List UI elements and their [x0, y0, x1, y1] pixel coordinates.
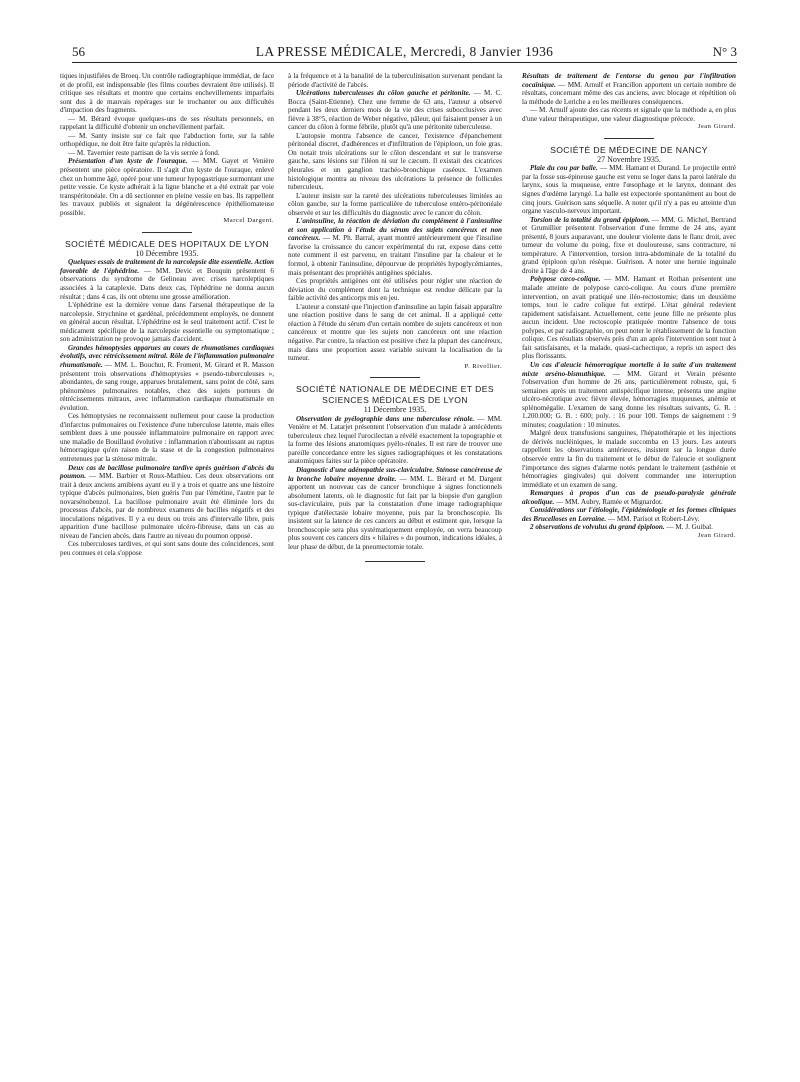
section-heading: SOCIÉTÉ MÉDICALE DES HOPITAUX DE LYON	[64, 238, 270, 249]
article-body: — MM. Barbier et Roux-Mathieu. Ces deux observations ont trait à deux anciens amibiens ayant eu il y a trois et quatre ans une histoire typique d'abcès pulmonaires, bien guéris l'un par l'émétine, l'autre par le novarsénobenzol. La bacillose pulmonaire avait été éliminée lors du processus d'abcès, par de nombreux examens de bacilles négatifs et des inoculations négatives. Il y a eu deux ou trois ans d'intervalle libre, puis apparition d'une bacillose pulmonaire ulcéro-fibreuse, dans un cas au niveau de l'ancien abcès, dans l'autre au niveau du poumon opposé.	[60, 472, 274, 540]
article	[288, 89, 502, 132]
article-title: Résultats de traitement de l'entorse du genou par l'infiltration cocaïnique.	[522, 72, 736, 89]
paragraph: L'auteur a constaté que l'injection d'aninsuline au lapin faisait apparaître une réaction positive dans le sang de cet animal. Il a appliqué cette réaction à l'étude du sérum d'un certain nombre de sujets cancéreux et non cancéreux et montre que les sujets non cancéreux ont une réaction négative. Par contre, la réaction est positive chez la plupart des cancéreux, mais dans une proportion assez variable suivant la localisation de la tumeur.	[288, 302, 502, 363]
article	[60, 344, 274, 412]
issue-number: N° 3	[712, 44, 737, 59]
article	[522, 275, 736, 360]
article-title: Torsion de la totalité du grand épiploon.	[530, 215, 650, 224]
article	[288, 217, 502, 277]
paragraph: Malgré deux transfusions sanguines, l'hépatothérapie et les injections de dérivés nucléiniques, le malade succomba en 13 jours. Les auteurs rappellent les observations antérieures, insistent sur la longue durée observée entre la fin du traitement et le début de l'aleucie et soulignent l'importance des signes d'alarme notés pendant le traitement (asthénie et hémorragies gingivales) qui doivent commander une interruption immédiate et un examen de sang.	[522, 429, 736, 489]
signature: Marcel Dargent.	[223, 217, 274, 225]
article-title: Plaie du cou par balle.	[530, 164, 598, 173]
paragraph: Ces propriétés antigènes ont été utilisées pour régler une réaction de déviation du complément dont la technique est rendue délicate par la faible activité des anticorps mis en jeu.	[288, 277, 502, 303]
paragraph: — M. Bérard évoque quelques-uns de ses résultats personnels, en rappelant la difficulté d'obtenir un enchevillement parfait.	[60, 114, 274, 132]
article	[60, 157, 274, 217]
article-body: — MM. Gayet et Venière présentent une pièce opératoire. Il s'agit d'un kyste de l'ouraque, enlevé chez un homme âgé, opéré pour une tumeur hypogastrique surmontant une petite vessie. Ce kyste adhérait à la ligne blanche et a été extrait par voie transpéritonéale. On a dû sectionner en pleine vessie en bas. Ils rappellent les travaux publiés et signalent la dégénérescence épithéliomateuse possible.	[60, 157, 274, 217]
section-heading: SOCIÉTÉ DE MÉDECINE DE NANCY	[550, 144, 708, 155]
section-date: 27 Novembre 1935.	[597, 154, 661, 164]
divider	[365, 561, 425, 562]
paragraph: — M. Santy insiste sur ce fait que l'abduction forte, sur la table orthopédique, ne doit être faite qu'après la réduction.	[60, 131, 274, 149]
section-heading: SOCIÉTÉ NATIONALE DE MÉDECINE ET DES SCIENCES MÉDICALES DE LYON	[296, 384, 494, 406]
article-title: Diagnostic d'une adénopathie sus-claviculaire. Sténose cancéreuse de la bronche lobaire moyenne droite.	[288, 465, 502, 483]
article-body: — M. Ph. Barral, ayant montré antérieurement que l'insuline favorise la croissance du cancer expérimental du rat, expose dans cette note comment il est parvenu, en traitant l'insuline par la chaleur et le formol, à obtenir l'aninsuline, dépourvue de propriétés hypoglycémiantes, mais présentant des propriétés antigènes spéciales.	[288, 234, 502, 277]
article-body: — MM. Devic et Bouquin présentent 6 observations du syndrome de Gelineau avec crises narcoleptiques associées à la cataplexie. Dans deux cas, l'éphédrine ne donna aucun résultat ; dans 4 cas, ils ont obtenu une grosse amélioration.	[60, 266, 274, 301]
article	[522, 489, 736, 506]
article-body: — MM. L. Bouchut, R. Froment, M. Girard et R. Masson présentent trois observations d'hémoptysies « pseudo-tuberculeuses », abondantes, de sang rouge, apparues brutalement, sans point de côté, sans phénomènes pulmonaires notables, chez des sujets porteurs de rétrécissements mitraux, avec inflammation cardiaque rhumatismale en évolution.	[60, 360, 274, 412]
article-body: — MM. Hamant et Durand. Le projectile entré par la fosse sus-épineuse gauche est venu se loger dans la paroi latérale du larynx, sous la muqueuse, entre l'œsophage et le larynx, donnant des signes d'œdème laryngé. La balle est expectorée spontanément au bout de cinq jours. Guérison sans séquelle. A noter qu'il n'y a pas eu atteinte d'un organe vasculo-nerveux important.	[522, 164, 736, 216]
paragraph: Ces tuberculoses tardives, et qui sont sans doute des coïncidences, sont peu connues et cela s'oppose	[60, 540, 274, 557]
article-title: Ulcérations tuberculeuses du côlon gauche et péritonite.	[296, 89, 471, 98]
article-title: Remarques à propos d'un cas de pseudo-paralysie générale alcoolique.	[522, 489, 736, 506]
article-title: Un cas d'aleucie hémorragique mortelle à la suite d'un traitement mixte arséno-bismuthique.	[522, 360, 736, 378]
paragraph: à la fréquence et à la banalité de la tuberculinisation survenant pendant la période d'activité de l'abcès.	[288, 72, 502, 89]
paragraph: L'autopsie montra l'absence de cancer, l'existence d'épanchement péritonéal discret, d'adhérences et d'infiltration de l'épiploon, un foie gras. On notait trois ulcérations sur le côlon descendant et sur le transverse gauche, sans lésions sur l'iléon ni sur le cæcum. Il existait des cicatrices pleurales et un ganglion trachéo-bronchique caséeux. L'examen histologique montra au niveau des ulcérations la présence de follicules tuberculeux.	[288, 131, 502, 192]
article-body: — M. C. Bocca (Saint-Etienne). Chez une femme de 63 ans, l'auteur a observé pendant les deux derniers mois de la vie des crises subocclusives avec fièvre à 38°5, réaction de Weber négative, pâleur, qui faisaient penser à un cancer du côlon à forme fébrile, plutôt qu'à une péritonite tuberculeuse.	[288, 89, 502, 132]
article	[60, 258, 274, 301]
article-body: — MM. L. Bérard et M. Dargent apportent un nouveau cas de cancer bronchique à signes fonctionnels absolument latents, où le diagnostic fut fait par la biopsie d'un ganglion sus-claviculaire, puis par la constatation d'une image radiographique typique d'atélectasie lobaire moyenne, puis par la bronchoscopie. Ils insistent sur la latence de ces cancers au début et estiment que, lorsque la bronchoscopie sera plus systématiquement employée, on verra beaucoup plus souvent ces cancers dits « hilaires » du poumon, indications idéales, à leur phase de début, de la pneumectomie totale.	[288, 474, 502, 551]
article-title: Grandes hémoptysies apparues au cours de rhumatismes cardiaques évolutifs, avec rétrécissement mitral. Rôle de l'inflammation pulmonaire rhumatismale.	[60, 343, 274, 369]
column-3	[522, 72, 736, 540]
article	[522, 164, 736, 215]
divider	[370, 377, 420, 378]
article-title: Considérations sur l'étiologie, l'épidémiologie et les formes cliniques des Brucelloses en Lorraine.	[522, 506, 736, 523]
signature: Jean Girard.	[697, 531, 736, 539]
divider	[604, 138, 654, 139]
column-1	[60, 72, 274, 558]
article-body: — MM. G. Michel, Bertrand et Grumillier présentent l'observation d'une femme de 24 ans, ayant présenté, 8 jours auparavant, une douleur violente dans le flanc droit, avec tumeur du volume du poing, fixe et douloureuse, sans contracture, ni température. A l'intervention, torsion intra-abdominale de la totalité du grand épiploon qu'on résèque. Guérison. A noter une hernie inguinale droite à l'âge de 4 ans.	[522, 215, 736, 275]
article-title: Polypose cæco-colique.	[530, 275, 601, 284]
article	[522, 361, 736, 429]
paragraph: L'auteur insiste sur la rareté des ulcérations tuberculeuses limitées au côlon gauche, sur la forme particulière de tuberculose entéro-péritonéale observée et sur les difficultés du diagnostic avec le cancer du côlon.	[288, 191, 502, 217]
article	[60, 464, 274, 541]
section-date: 10 Décembre 1935.	[135, 248, 199, 258]
article-title: Présentation d'un kyste de l'ouraque.	[68, 157, 188, 166]
article-title: L'aninsuline, la réaction de déviation du complément à l'aninsuline et son application à l'étude du sérum des sujets cancéreux et non cancéreux.	[288, 217, 502, 243]
article	[522, 523, 736, 532]
section-date: 11 Décembre 1935.	[363, 405, 427, 415]
article	[522, 72, 736, 106]
article-title: Deux cas de bacillose pulmonaire tardive après guérison d'abcès du poumon.	[60, 463, 274, 481]
article	[288, 466, 502, 551]
paragraph: L'éphédrine est la dernière venue dans l'arsenal thérapeutique de la narcolepsie. Strychnine et gardénal, précédemment employés, ne donnent en général aucun résultat. L'éphédrine est le seul traitement actif. C'est le médicament spécifique de la narcolepsie essentielle ou symptomatique ; son administration ne provoque jamais d'accident.	[60, 301, 274, 344]
signature: Jean Girard.	[697, 123, 736, 131]
article-body: — M. J. Guibal.	[664, 523, 713, 532]
journal-title: LA PRESSE MÉDICALE, Mercredi, 8 Janvier 1936	[255, 44, 554, 59]
signature: P. Rivollier.	[464, 362, 502, 370]
article-title: Quelques essais de traitement de la narcolepsie dite essentielle. Action favorable de l'éphédrine.	[60, 258, 274, 275]
article	[522, 506, 736, 523]
article-title: 2 observations de volvulus du grand épiploon.	[530, 523, 665, 532]
column-2	[288, 72, 502, 568]
article-body: — MM. Venière et M. Latarjet présentent l'observation d'un malade à antécédents tuberculeux chez lequel l'urocilectan a révélé exactement la topographie et la forme des lésions anatomiques pyélo-rénales. Il est rare de trouver une pareille concordance entre les signes radiographiques et les constatations anatomiques faites sur la pièce opératoire.	[288, 414, 502, 466]
article-title: Observation de pyélographie dans une tuberculose rénale.	[296, 414, 475, 423]
article-body: — MM. Parisot et Robert-Lévy.	[606, 514, 700, 523]
article-body: — MM. Girard et Verain présente l'observation d'un homme de 26 ans, particulièrement robuste, qui, 6 semaines après un traitement antispécifique intense, présenta une angine ulcéro-nécrotique avec fièvre élevée, hémorragies muqueuses, anémie et splénomégalie. L'examen de sang donne les résultats suivants, G. R. : 1.200.000; G. B. : 600; poly. : 16 pour 100. Temps de saignement : 9 minutes; coagulation : 10 minutes.	[522, 369, 737, 429]
article	[288, 415, 502, 466]
page-header	[72, 44, 737, 63]
page-number: 56	[72, 44, 85, 59]
article-body: — MM. Hamant et Rothan présentent une malade atteinte de polypose cæco-colique. Au cours d'une première intervention, on avait pratiqué une iléo-rectostomie; dans un deuxième temps, tout le cadre colique fut extirpé. L'état général redevient rapidement satisfaisant. Actuellement, cette jeune fille ne présente plus aucun incident. Une rectoscopie pratiquée montre l'absence de tous polypes, et par radiographie, on peut noter le rétablissement de la fonction colique. Ces résultats observés près d'un an après l'intervention sont tout à fait satisfaisants, et la malade, quasi-cachectique, a repris un aspect des plus florissants.	[522, 275, 736, 361]
paragraph: tiques injustifiées de Broeq. Un contrôle radiographique immédiat, de face et de profil, est indispensable (les films courbes devraient être utilisés). Il critique ses résultats et montre que certains enchevillements imparfaits sont dus à de mauvais repérages sur le trochanter ou aux difficultés d'impaction des fragments.	[60, 72, 274, 115]
paragraph: — M. Arnulf ajoute des cas récents et signale que la méthode a, en plus d'une valeur thérapeutique, une valeur diagnostique précoce.	[522, 106, 736, 123]
divider	[142, 232, 192, 233]
paragraph: Ces hémoptysies ne reconnaissent nullement pour cause la production d'infarctus pulmonaires ou l'existence d'une tuberculose latente, mais elles semblent dues à une poussée inflammatoire pulmonaire en rapport avec une maladie de Bouillaud évolutive : inflammation n'aboutissant au raptus hémorragique qu'en raison de la stase et de la congestion pulmonaires entretenues par la sténose mitrale.	[60, 412, 274, 463]
article-body: — MM. Aubry, Ramée et Mignardot.	[554, 497, 663, 506]
article	[522, 216, 736, 276]
paragraph: — M. Tavernier reste partisan de la vis serrée à fond.	[68, 148, 220, 157]
article-body: — MM. Arnulf et Francillon apportent un certain nombre de résultats, concernant même des cas anciens, avec blocage et répétition où la méthode de Leriche a eu les meilleures conséquences.	[522, 80, 736, 106]
